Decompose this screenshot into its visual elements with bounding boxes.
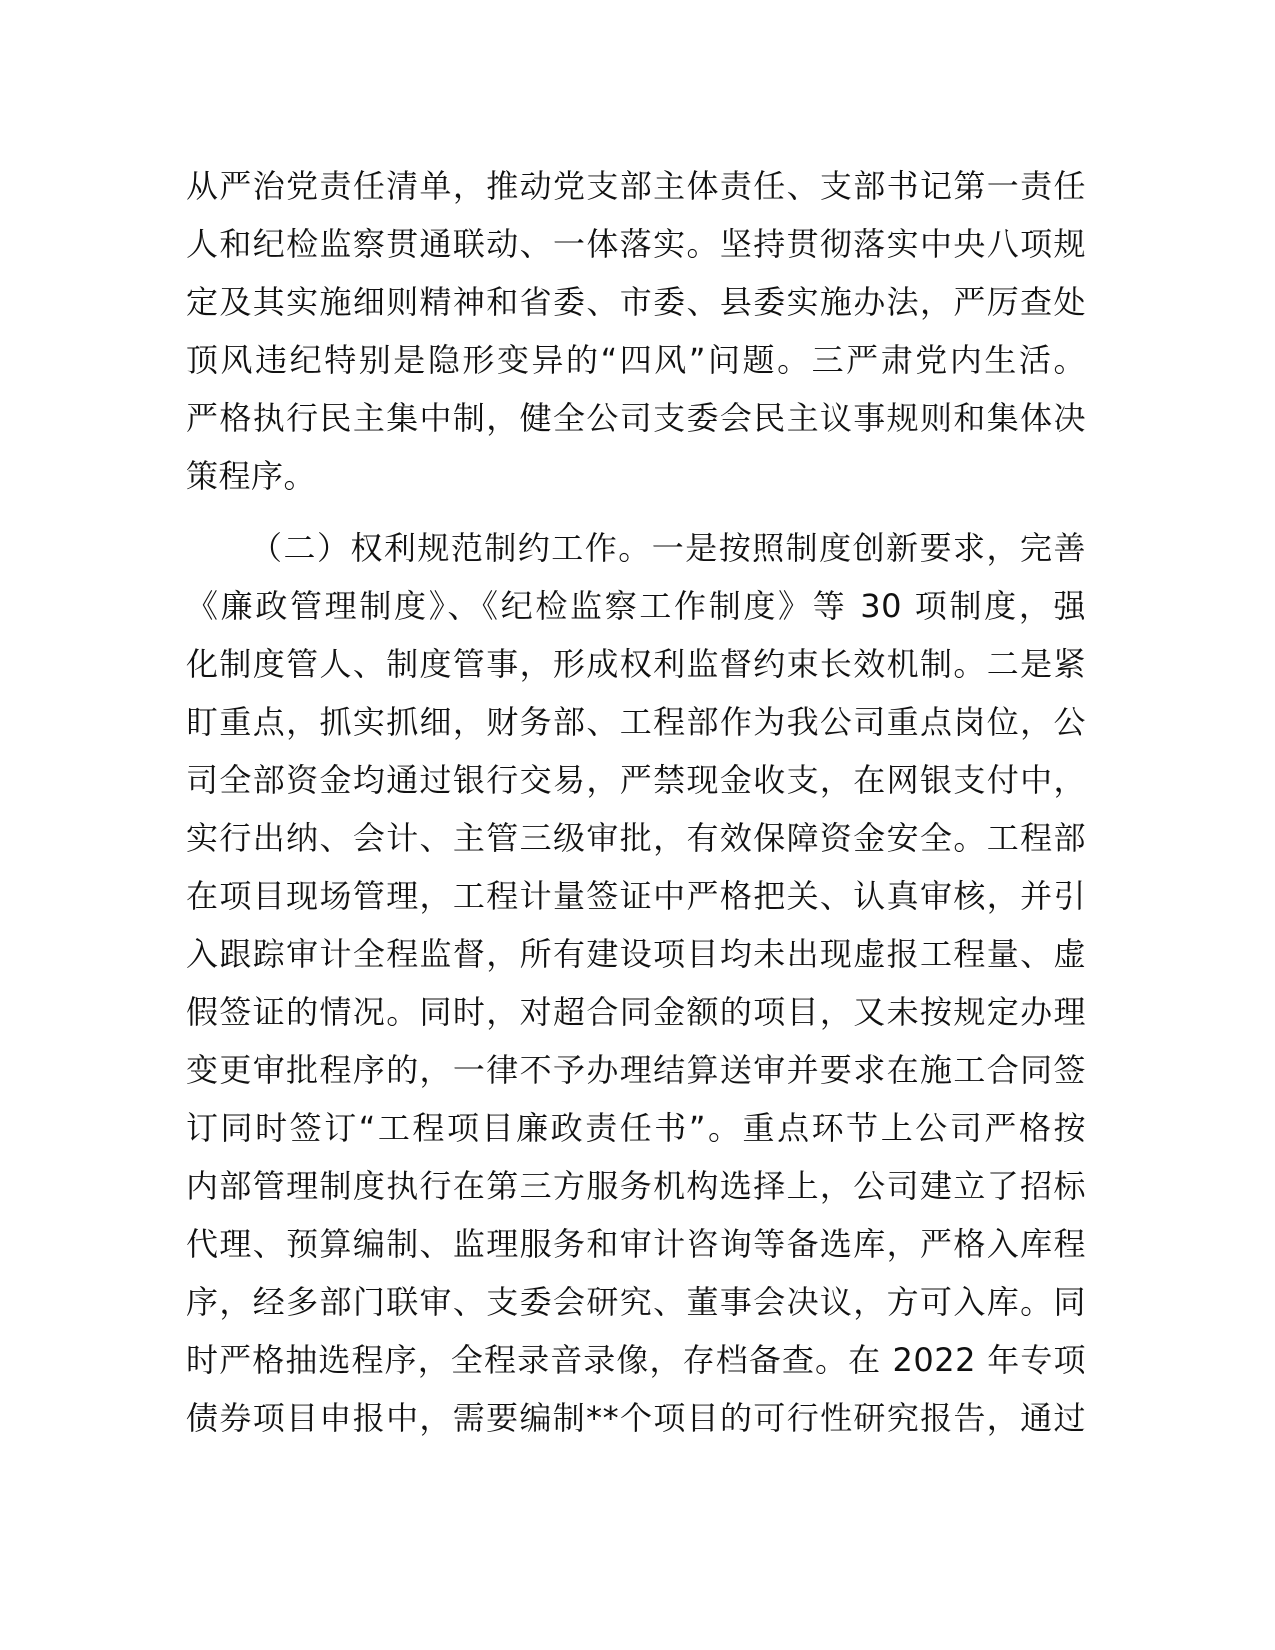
paragraph-line: 序，经多部门联审、支委会研究、董事会决议，方可入库。同 (186, 1283, 1086, 1321)
paragraph-line: 定及其实施细则精神和省委、市委、县委实施办法，严厉查处 (186, 283, 1086, 321)
paragraph-line: 内部管理制度执行在第三方服务机构选择上，公司建立了招标 (186, 1167, 1086, 1205)
paragraph-line: 订同时签订“工程项目廉政责任书”。重点环节上公司严格按 (186, 1109, 1086, 1147)
paragraph-line: 化制度管人、制度管事，形成权利监督约束长效机制。二是紧 (186, 645, 1086, 683)
paragraph-line: 时严格抽选程序，全程录音录像，存档备查。在 2022 年专项 (186, 1341, 1086, 1379)
paragraph-line: 从严治党责任清单，推动党支部主体责任、支部书记第一责任 (186, 167, 1086, 205)
paragraph-1 (186, 157, 1086, 505)
paragraph-line: 盯重点，抓实抓细，财务部、工程部作为我公司重点岗位，公 (186, 703, 1086, 741)
paragraph-line: 严格执行民主集中制，健全公司支委会民主议事规则和集体决 (186, 399, 1086, 437)
paragraph-line: 在项目现场管理，工程计量签证中严格把关、认真审核，并引 (186, 877, 1086, 915)
paragraph-line: 入跟踪审计全程监督，所有建设项目均未出现虚报工程量、虚 (186, 935, 1086, 973)
paragraph-2 (186, 519, 1086, 1447)
paragraph-line: 假签证的情况。同时，对超合同金额的项目，又未按规定办理 (186, 993, 1086, 1031)
paragraph-line: 司全部资金均通过银行交易，严禁现金收支，在网银支付中， (186, 761, 1086, 799)
paragraph-line: 顶风违纪特别是隐形变异的“四风”问题。三严肃党内生活。 (186, 341, 1086, 379)
paragraph-line: 人和纪检监察贯通联动、一体落实。坚持贯彻落实中央八项规 (186, 225, 1086, 263)
paragraph-line: （二）权利规范制约工作。一是按照制度创新要求，完善 (250, 529, 1086, 567)
paragraph-line: 《廉政管理制度》、《纪检监察工作制度》等 30 项制度，强 (186, 587, 1086, 625)
paragraph-line: 债券项目申报中，需要编制**个项目的可行性研究报告，通过 (186, 1399, 1086, 1437)
paragraph-line: 代理、预算编制、监理服务和审计咨询等备选库，严格入库程 (186, 1225, 1086, 1263)
paragraph-line: 策程序。 (186, 457, 317, 495)
paragraph-line: 实行出纳、会计、主管三级审批，有效保障资金安全。工程部 (186, 819, 1086, 857)
paragraph-line: 变更审批程序的，一律不予办理结算送审并要求在施工合同签 (186, 1051, 1086, 1089)
